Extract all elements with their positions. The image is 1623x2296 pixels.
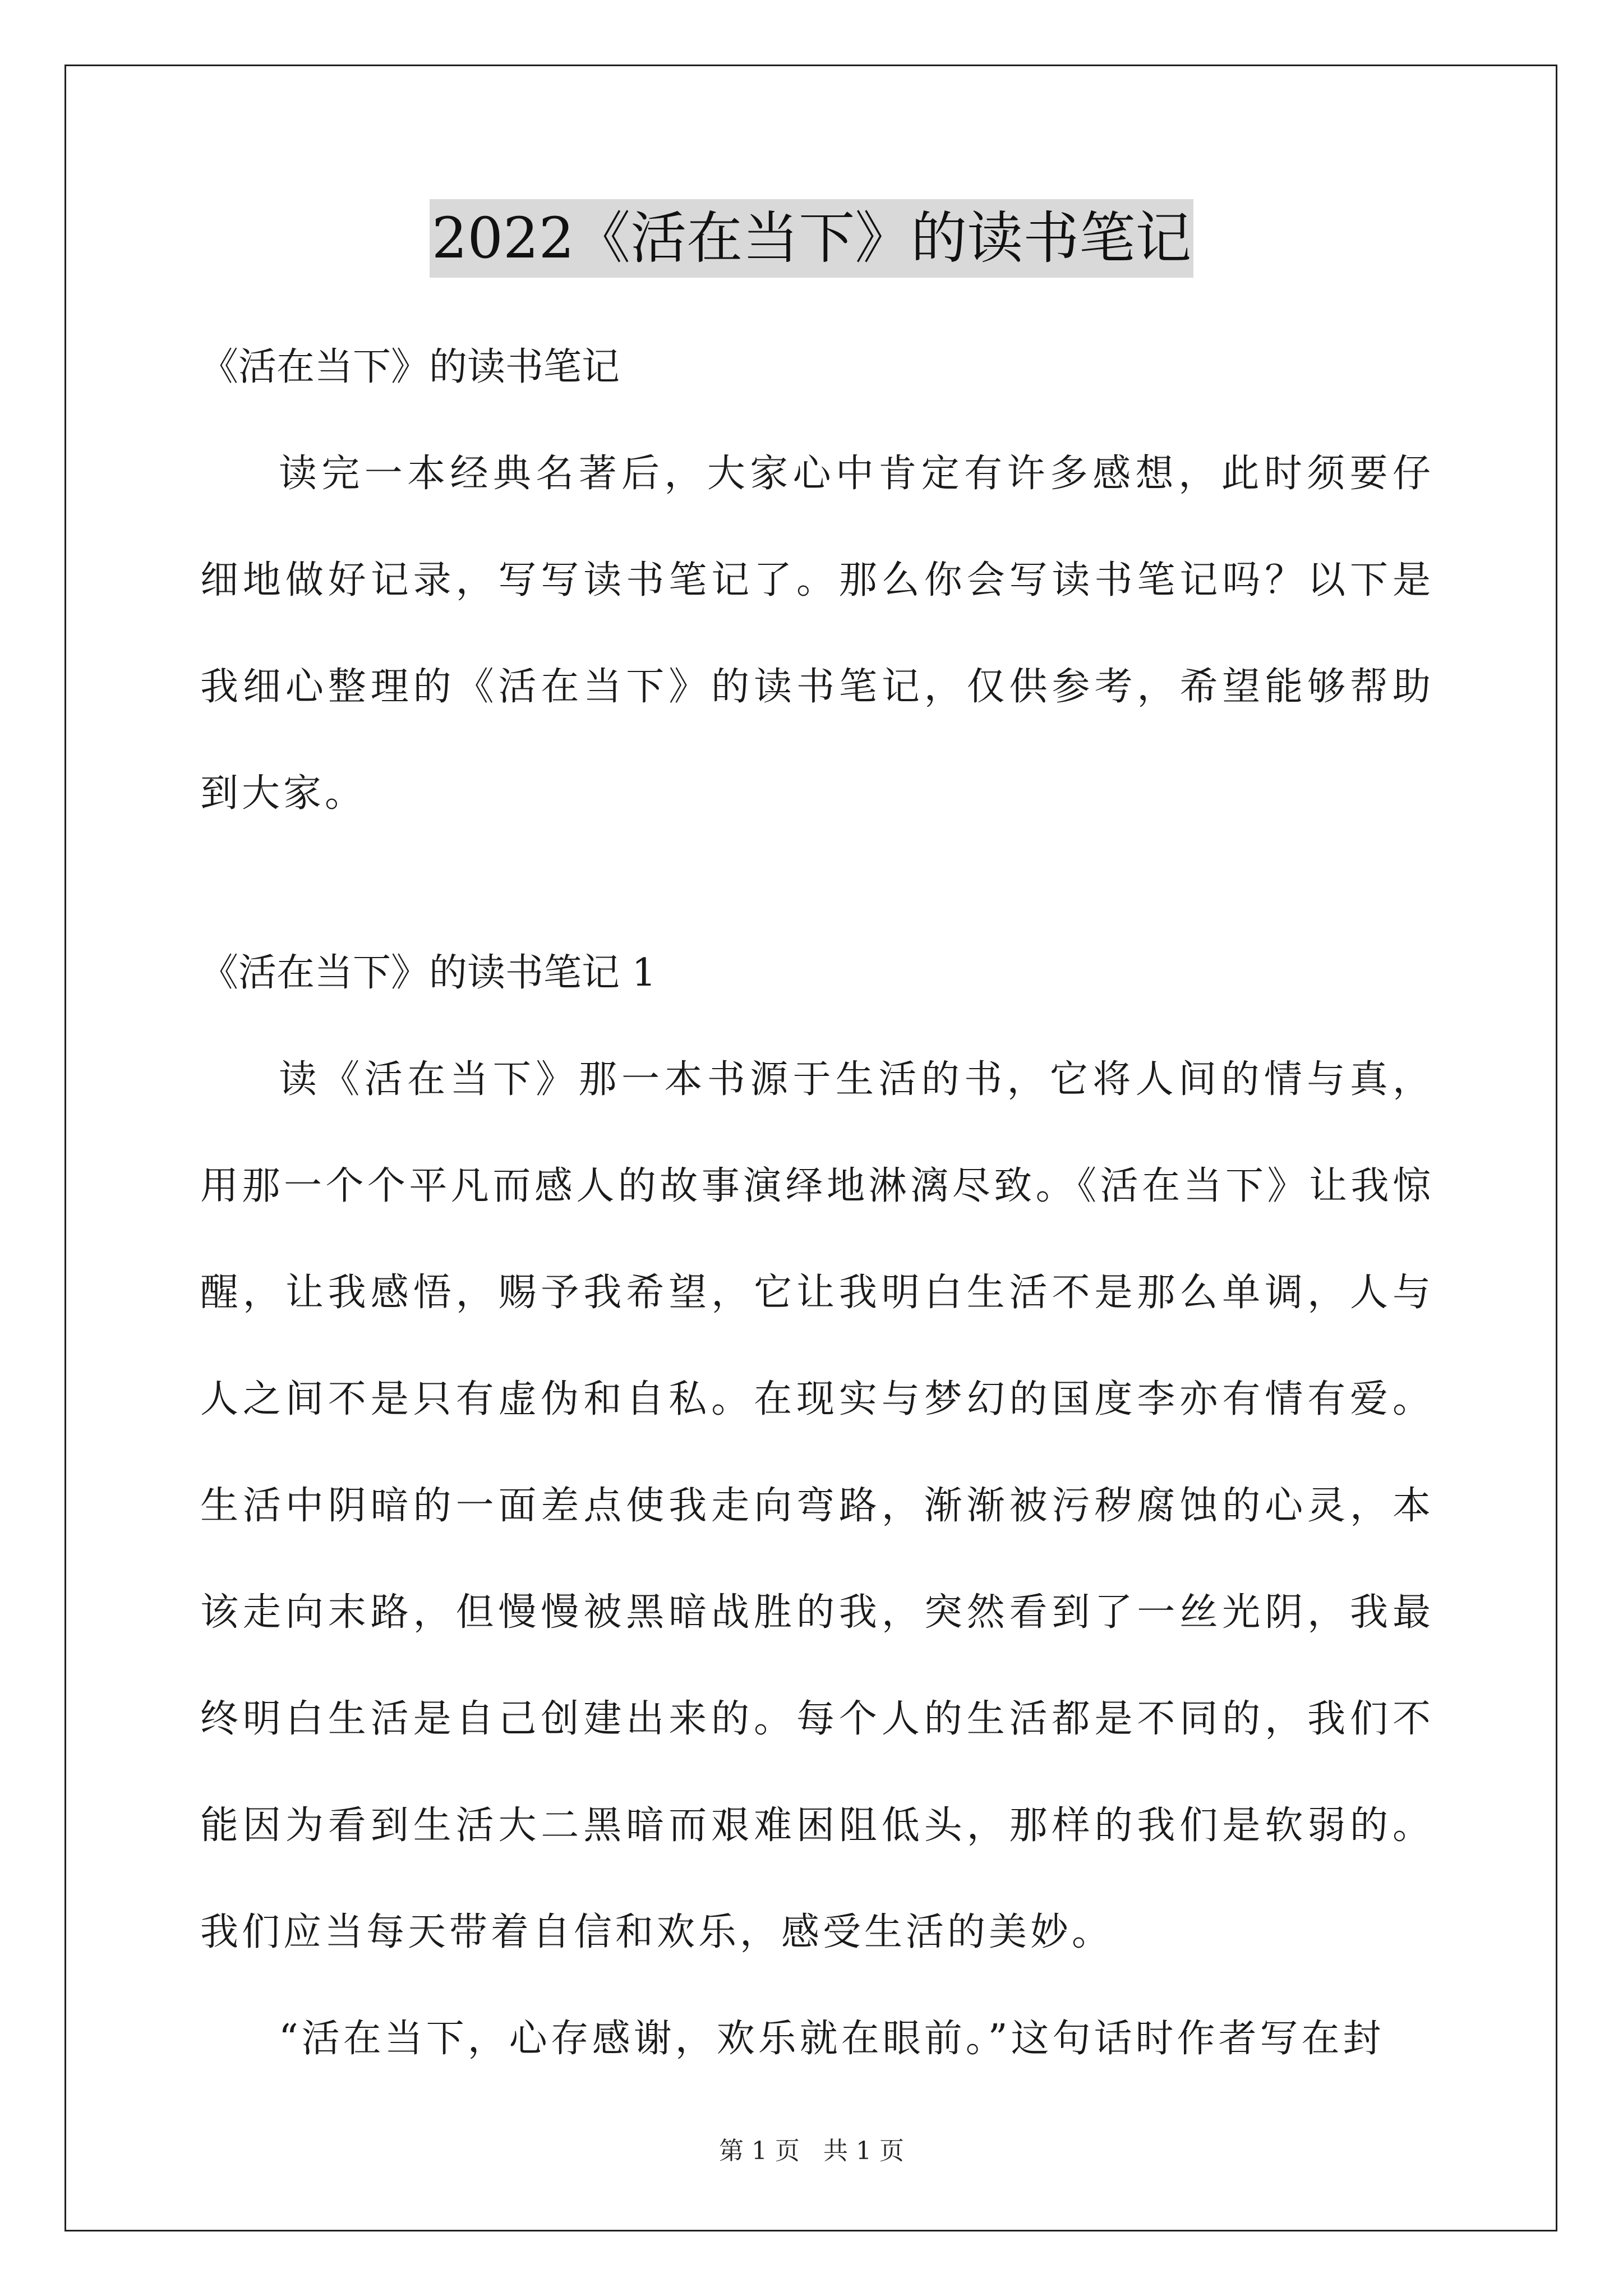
- intro-paragraph: 读完一本经典名著后，大家心中肯定有许多感想，此时须要仔细地做好记录，写写读书笔记了。那么你会写读书笔记吗？以下是我细心整理的《活在当下》的读书笔记，仅供参考，希望能够帮助到大家。: [200, 452, 1434, 816]
- document-body: [200, 314, 1434, 2092]
- section-paragraph-1: 读《活在当下》那一本书源于生活的书，它将人间的情与真，用那一个个平凡而感人的故事演绎地淋漓尽致。《活在当下》让我惊醒，让我感悟，赐予我希望，它让我明白生活不是那么单调，人与人之间不是只有虚伪和自私。在现实与梦幻的国度李亦有情有爱。生活中阴暗的一面差点使我走向弯路，渐渐被污秽腐蚀的心灵，本该走向末路，但慢慢被黑暗战胜的我，突然看到了一丝光阴，我最终明白生活是自己创建出来的。每个人的生活都是不同的，我们不能因为看到生活大二黑暗而艰难困阻低头，那样的我们是软弱的。我们应当每天带着自信和欢乐，感受生活的美妙。: [200, 1057, 1434, 1954]
- subtitle: 《活在当下》的读书笔记: [200, 345, 620, 389]
- section-spacer: [200, 847, 1434, 920]
- section-paragraph-2: “活在当下，心存感谢，欢乐就在眼前。”这句话时作者写在封: [279, 2017, 1385, 2061]
- section-heading: 《活在当下》的读书笔记 1: [200, 951, 656, 995]
- page-footer: 第 1 页 共 1 页: [719, 2137, 904, 2165]
- document-title: 2022《活在当下》的读书笔记: [430, 199, 1194, 278]
- title-container: [0, 199, 1623, 278]
